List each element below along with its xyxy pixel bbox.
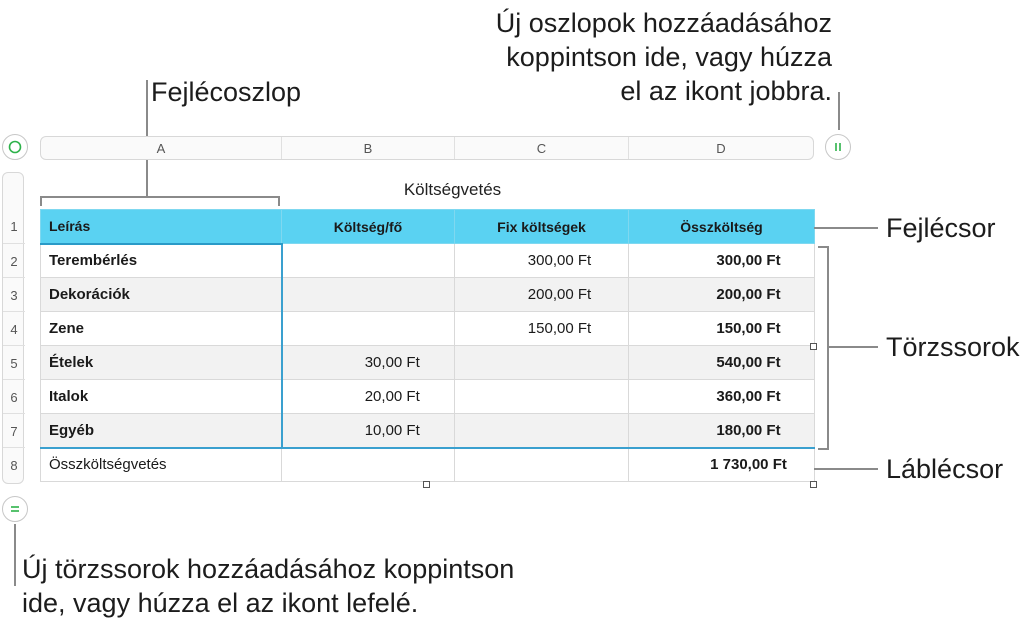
table-cell[interactable]: Terembérlés xyxy=(41,244,282,278)
column-header-d[interactable]: D xyxy=(716,140,726,156)
row-header-2[interactable]: 2 xyxy=(10,254,18,269)
table-row xyxy=(41,380,815,414)
add-columns-callout-line-2: koppintson ide, vagy húzza xyxy=(506,42,832,72)
table-cell[interactable]: 540,00 Ft xyxy=(629,346,815,380)
row-header-7[interactable]: 7 xyxy=(10,424,18,439)
column-header-bar xyxy=(40,136,814,160)
column-header-c[interactable]: C xyxy=(455,137,629,159)
header-cell-total-cost[interactable]: Összköltség xyxy=(629,210,815,244)
table-cell[interactable]: 150,00 Ft xyxy=(629,312,815,346)
row-header-6[interactable]: 6 xyxy=(10,390,18,405)
footer-row-leader xyxy=(814,468,878,470)
budget-table xyxy=(40,209,815,482)
table-cell[interactable]: 200,00 Ft xyxy=(629,278,815,312)
add-columns-callout-line-1: Új oszlopok hozzáadásához xyxy=(495,8,832,38)
add-rows-callout-line-1: Új törzssorok hozzáadásához koppintson xyxy=(22,554,515,584)
header-column-callout: Fejlécoszlop xyxy=(151,77,302,107)
add-columns-callout-line-3: el az ikont jobbra. xyxy=(620,76,832,106)
table-cell[interactable] xyxy=(455,346,629,380)
add-rows-callout-line-2: ide, vagy húzza el az ikont lefelé. xyxy=(22,588,419,618)
table-cell[interactable]: Egyéb xyxy=(41,414,282,448)
equals-bars-icon xyxy=(8,502,22,516)
column-header-a[interactable]: A xyxy=(41,137,282,159)
body-rows-callout: Törzssorok xyxy=(886,332,1020,362)
table-cell[interactable]: 200,00 Ft xyxy=(455,278,629,312)
row-header-1[interactable]: 1 xyxy=(10,219,18,234)
table-cell[interactable]: 300,00 Ft xyxy=(629,244,815,278)
table-cell[interactable]: 360,00 Ft xyxy=(629,380,815,414)
table-cell[interactable]: 20,00 Ft xyxy=(282,380,455,414)
row-header-4[interactable]: 4 xyxy=(10,322,18,337)
add-columns-leader xyxy=(838,92,840,130)
add-row-handle[interactable] xyxy=(2,496,28,522)
table-row xyxy=(41,312,815,346)
row-header-5[interactable]: 5 xyxy=(10,356,18,371)
table-cell[interactable]: 300,00 Ft xyxy=(455,244,629,278)
table-cell[interactable]: 10,00 Ft xyxy=(282,414,455,448)
table-row xyxy=(41,244,815,278)
header-cell-cost-per-person[interactable]: Költség/fő xyxy=(282,210,455,244)
select-table-handle[interactable] xyxy=(2,134,28,160)
header-row-leader xyxy=(814,227,878,229)
resize-handle-bottom[interactable] xyxy=(423,481,430,488)
add-column-handle[interactable] xyxy=(825,134,851,160)
add-rows-leader xyxy=(14,524,16,586)
column-header-b[interactable]: B xyxy=(282,137,455,159)
table-cell[interactable] xyxy=(282,244,455,278)
table-cell[interactable] xyxy=(282,448,455,482)
resize-handle-corner[interactable] xyxy=(810,481,817,488)
table-cell[interactable]: 30,00 Ft xyxy=(282,346,455,380)
table-cell[interactable] xyxy=(455,380,629,414)
table-cell[interactable]: 180,00 Ft xyxy=(629,414,815,448)
resize-handle-right[interactable] xyxy=(810,343,817,350)
row-header-3[interactable]: 3 xyxy=(10,288,18,303)
table-cell[interactable]: Zene xyxy=(41,312,282,346)
footer-row-callout: Láblécsor xyxy=(886,454,1004,484)
table-cell[interactable]: Ételek xyxy=(41,346,282,380)
table-cell[interactable]: Dekorációk xyxy=(41,278,282,312)
table-cell[interactable]: Összköltségvetés xyxy=(41,448,282,482)
header-row xyxy=(41,210,815,244)
table-row xyxy=(41,278,815,312)
add-rows-callout xyxy=(22,552,514,620)
add-columns-callout xyxy=(496,6,832,108)
circle-icon xyxy=(8,140,22,154)
header-column-bracket xyxy=(40,196,280,198)
table-title[interactable]: Költségvetés xyxy=(403,180,502,199)
table-row xyxy=(41,346,815,380)
header-cell-fixed-costs[interactable]: Fix költségek xyxy=(455,210,629,244)
table-cell[interactable] xyxy=(455,448,629,482)
row-header-8[interactable]: 8 xyxy=(10,458,18,473)
table-cell[interactable] xyxy=(455,414,629,448)
table-row xyxy=(41,414,815,448)
header-cell-description[interactable]: Leírás xyxy=(41,210,282,244)
footer-row xyxy=(41,448,815,482)
body-rows-bracket xyxy=(827,246,829,450)
table-cell[interactable]: 1 730,00 Ft xyxy=(629,448,815,482)
body-rows-leader xyxy=(827,346,878,348)
table-cell[interactable]: 150,00 Ft xyxy=(455,312,629,346)
header-row-callout: Fejlécsor xyxy=(886,213,996,243)
pause-bars-icon xyxy=(831,140,845,154)
table-cell[interactable] xyxy=(282,312,455,346)
row-header-bar xyxy=(2,172,24,484)
table-cell[interactable]: Italok xyxy=(41,380,282,414)
table-cell[interactable] xyxy=(282,278,455,312)
